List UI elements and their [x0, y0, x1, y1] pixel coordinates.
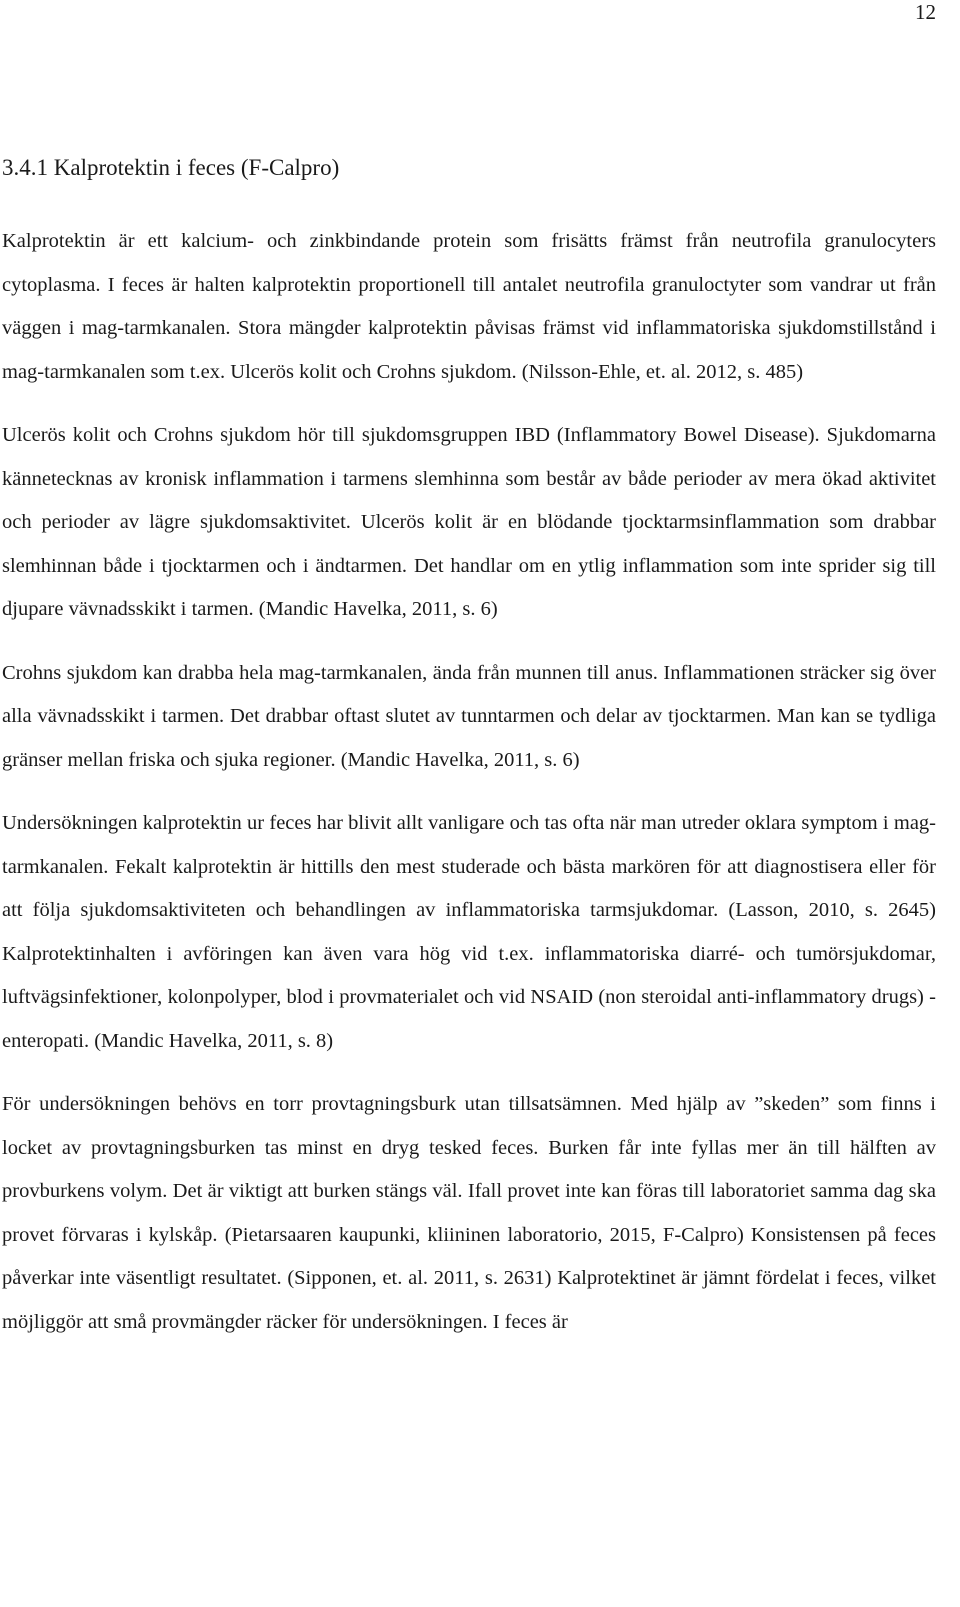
paragraph-calprotectin-intro: Kalprotektin är ett kalcium- och zinkbindande protein som frisätts främst från neutrofila granulocyters cytoplasma. I feces är halten kalprotektin proportionell till antalet neutrofila granuloctyter som vandrar ut från väggen i mag-tarmkanalen. Stora mängder kalprotektin påvisas främst vid inflammatoriska sjukdomstillstånd i mag-tarmkanalen som t.ex. Ulcerös kolit och Crohns sjukdom. (Nilsson-Ehle, et. al. 2012, s. 485) — [2, 230, 936, 383]
paragraph-crohns: Crohns sjukdom kan drabba hela mag-tarmkanalen, ända från munnen till anus. Inflammationen sträcker sig över alla vävnadsskikt i tarmen. Det drabbar oftast slutet av tunntarmen och delar av tjocktarmen. Man kan se tydliga gränser mellan friska och sjuka regioner. (Mandic Havelka, 2011, s. 6) — [2, 661, 936, 771]
paragraph-examination: Undersökningen kalprotektin ur feces har blivit allt vanligare och tas ofta när man utreder oklara symptom i mag-tarmkanalen. Fekalt kalprotektin är hittills den mest studerade och bästa markören för att diagnostisera eller för att följa sjukdomsaktiviteten och behandlingen av inflammatoriska tarmsjukdomar. (Lasson, 2010, s. 2645) Kalprotektinhalten i avföringen kan även vara hög vid t.ex. inflammatoriska diarré- och tumörsjukdomar, luftvägsinfektioner, kolonpolyper, blod i provmaterialet och vid NSAID (non steroidal anti-inflammatory drugs) -enteropati. (Mandic Havelka, 2011, s. 8) — [2, 812, 936, 1052]
paragraph-ibd: Ulcerös kolit och Crohns sjukdom hör till sjukdomsgruppen IBD (Inflammatory Bowel Disease). Sjukdomarna kännetecknas av kronisk inflammation i tarmens slemhinna som består av både perioder av mera ökad aktivitet och perioder av lägre sjukdomsaktivitet. Ulcerös kolit är en blödande tjocktarmsinflammation som drabbar slemhinnan både i tjocktarmen och i ändtarmen. Det handlar om en ytlig inflammation som inte sprider sig till djupare vävnadsskikt i tarmen. (Mandic Havelka, 2011, s. 6) — [2, 424, 936, 620]
paragraph-sampling: För undersökningen behövs en torr provtagningsburk utan tillsatsämnen. Med hjälp av ”skeden” som finns i locket av provtagningsburken tas minst en dryg tesked feces. Burken får inte fyllas mer än till hälften av provburkens volym. Det är viktigt att burken stängs väl. Ifall provet inte kan föras till laboratoriet samma dag ska provet förvaras i kylskåp. (Pietarsaaren kaupunki, kliininen laboratorio, 2015, F-Calpro) Konsistensen på feces påverkar inte väsentligt resultatet. (Sipponen, et. al. 2011, s. 2631) Kalprotektinet är jämnt fördelat i feces, vilket möjliggör att små provmängder räcker för undersökningen. I feces är — [2, 1093, 936, 1333]
document-body — [2, 152, 936, 1344]
section-heading: 3.4.1 Kalprotektin i feces (F-Calpro) — [2, 155, 340, 180]
page-number: 12 — [915, 0, 936, 24]
